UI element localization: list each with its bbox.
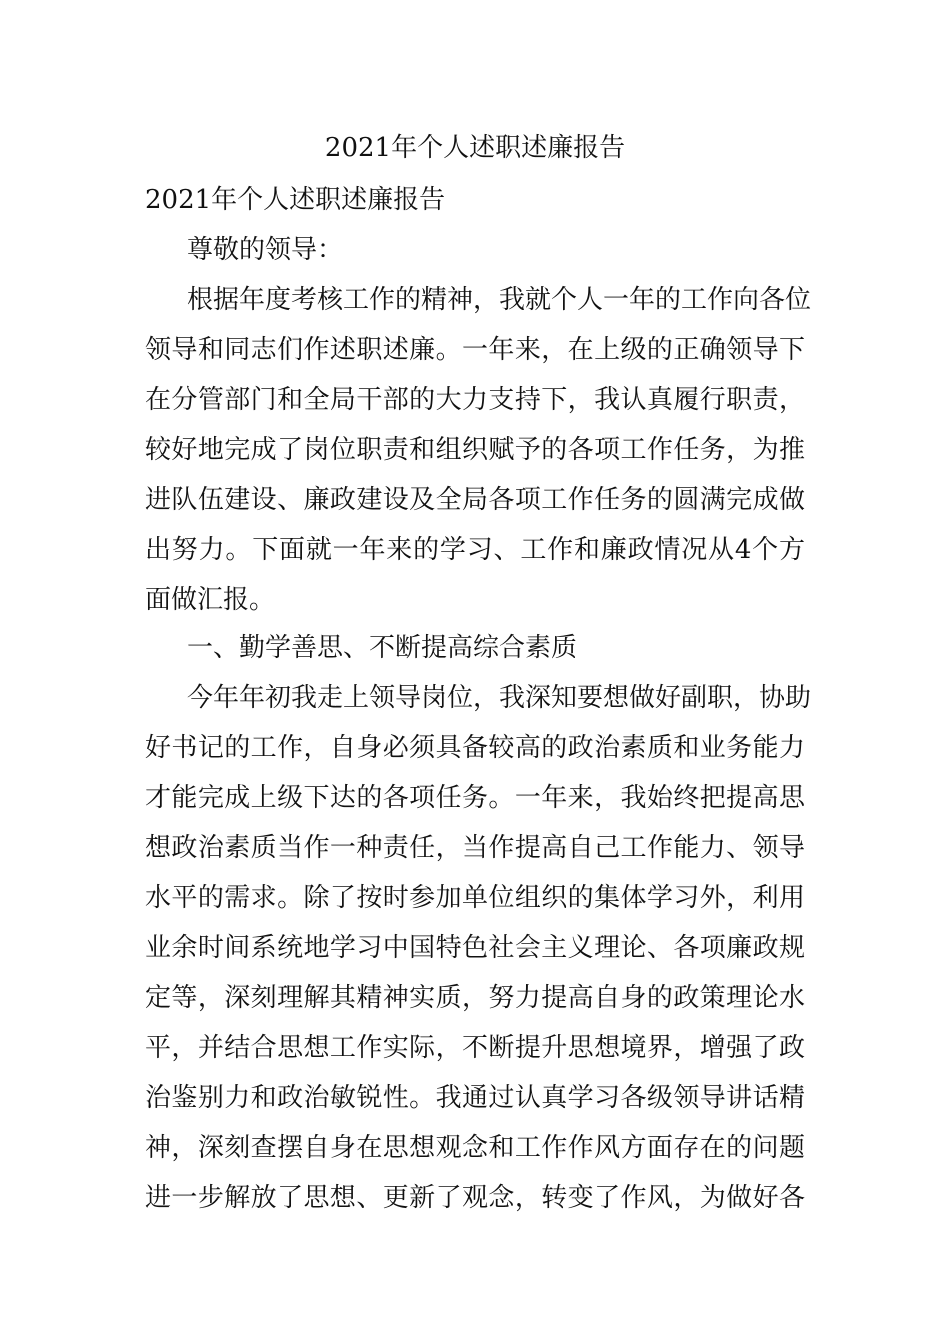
paragraph-line: 水平的需求。除了按时参加单位组织的集体学习外，利用 [145,883,805,913]
paragraph-line: 神，深刻查摆自身在思想观念和工作作风方面存在的问题 [145,1133,805,1163]
paragraph-line: 才能完成上级下达的各项任务。一年来，我始终把提高思 [145,783,805,813]
paragraph-line: 想政治素质当作一种责任，当作提高自己工作能力、领导 [145,833,805,863]
document-subtitle: 2021年个人述职述廉报告 [145,185,446,215]
paragraph-line: 根据年度考核工作的精神，我就个人一年的工作向各位 [187,285,812,315]
document-title: 2021年个人述职述廉报告 [324,133,626,163]
paragraph-line: 领导和同志们作述职述廉。一年来，在上级的正确领导下 [145,335,805,365]
paragraph-line: 较好地完成了岗位职责和组织赋予的各项工作任务，为推 [145,435,805,465]
paragraph-line: 进一步解放了思想、更新了观念，转变了作风，为做好各 [145,1183,805,1213]
paragraph-line: 业余时间系统地学习中国特色社会主义理论、各项廉政规 [145,933,805,963]
salutation: 尊敬的领导： [187,235,344,265]
paragraph-line: 平，并结合思想工作实际，不断提升思想境界，增强了政 [145,1033,805,1063]
paragraph-line: 进队伍建设、廉政建设及全局各项工作任务的圆满完成做 [145,485,805,515]
paragraph-line: 出努力。下面就一年来的学习、工作和廉政情况从4个方 [145,535,805,565]
paragraph-line: 面做汇报。 [145,585,276,615]
paragraph-line: 今年年初我走上领导岗位，我深知要想做好副职，协助 [187,683,812,713]
paragraph-line: 定等，深刻理解其精神实质，努力提高自身的政策理论水 [145,983,805,1013]
paragraph-line: 治鉴别力和政治敏锐性。我通过认真学习各级领导讲话精 [145,1083,805,1113]
paragraph-line: 在分管部门和全局干部的大力支持下，我认真履行职责， [145,385,805,415]
paragraph-line: 好书记的工作，自身必须具备较高的政治素质和业务能力 [145,733,805,763]
section-heading: 一、勤学善思、不断提高综合素质 [187,633,578,663]
